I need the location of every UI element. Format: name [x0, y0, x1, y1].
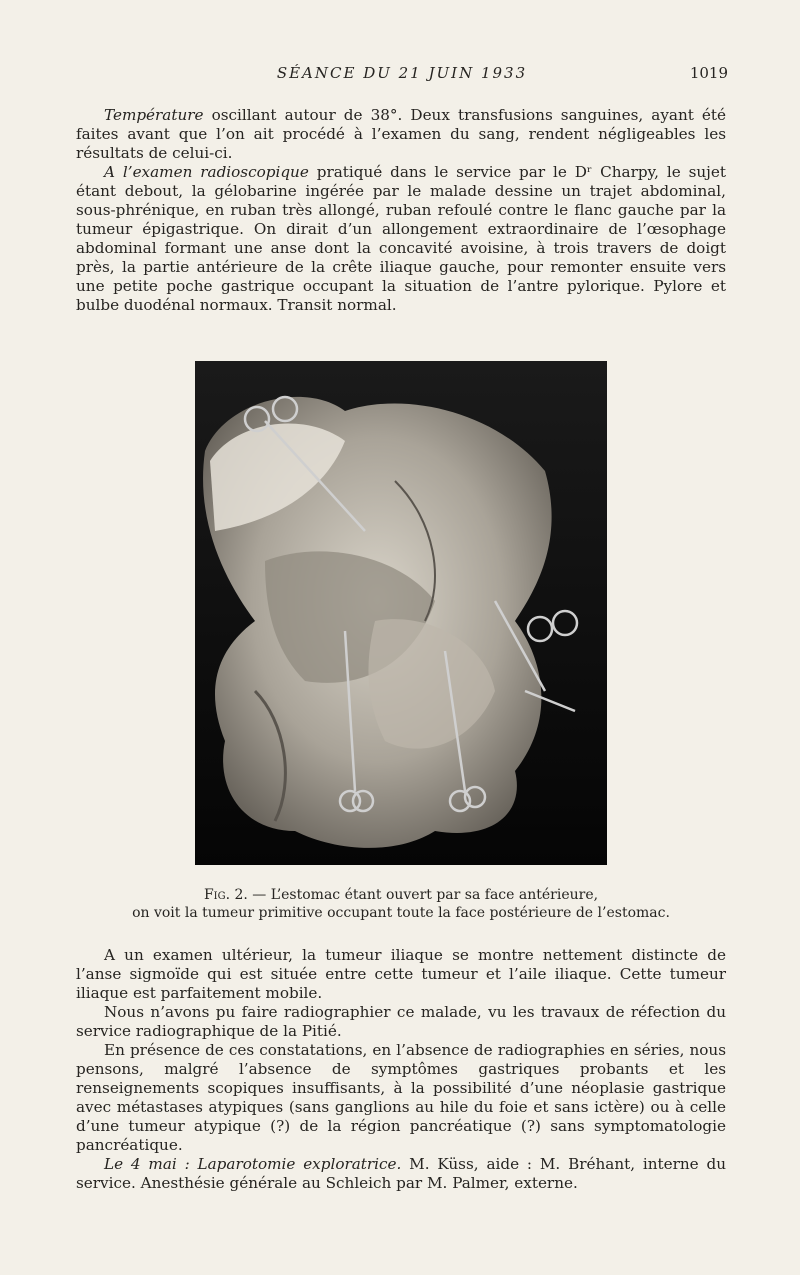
- paragraph-body: M. Küss, aide : M. Bréhant, interne du service. Anesthésie générale au Schleich par M. Palmer, externe.: [76, 1155, 726, 1192]
- caption-text: — L’estomac étant ouvert par sa face antérieure,: [247, 887, 599, 903]
- figure-caption: [76, 886, 726, 922]
- body-text-top: [76, 106, 726, 315]
- paragraph-body: pratiqué dans le service par le Dʳ Charpy, le sujet étant debout, la gélobarine ingérée par le malade dessine un trajet abdominal, sous-phrénique, en ruban très allongé, ruban refoulé contre le flanc gauche par la tumeur épigastrique. On dirait d’un allongement extraordinaire de l’œsophage abdominal formant une anse dont la concavité avoisine, à trois travers de doigt près, la partie antérieure de la crête iliaque gauche, pour remonter ensuite vers une petite poche gastrique occupant la situation de l’antre pylorique. Pylore et bulbe duodénal normaux. Transit normal.: [76, 163, 726, 314]
- paragraph-lead: A l’examen radioscopique: [104, 163, 309, 181]
- caption-line-1: [76, 886, 726, 904]
- paragraph-lead: Le 4 mai : Laparotomie exploratrice.: [104, 1155, 402, 1173]
- paragraph-exam: [76, 946, 726, 1003]
- paragraph-laparotomy: [76, 1155, 726, 1193]
- stomach-specimen-photo: [195, 361, 607, 865]
- page-number: 1019: [689, 64, 728, 82]
- paragraph-body: oscillant autour de 38°. Deux transfusions sanguines, ayant été faites avant que l’on ait procédé à l’examen du sang, rendent négligeables les résultats de celui-ci.: [76, 106, 726, 162]
- paragraph-radiography: [76, 1003, 726, 1041]
- figure-label: Fig. 2.: [203, 887, 248, 903]
- paragraph-radioscopy: [76, 163, 726, 315]
- header-title: SÉANCE DU 21 JUIN 1933: [276, 64, 528, 82]
- paragraph-diagnosis: [76, 1041, 726, 1155]
- paragraph-body: A un examen ultérieur, la tumeur iliaque se montre nettement distincte de l’anse sigmoïde qui est située entre cette tumeur et l’aile iliaque. Cette tumeur iliaque est parfaitement mobile.: [76, 946, 726, 1002]
- running-header: [76, 64, 728, 88]
- paragraph-body: En présence de ces constatations, en l’absence de radiographies en séries, nous pensons, malgré l’absence de symptômes gastriques probants et les renseignements scopiques insuffisants, à la possibilité d’une néoplasie gastrique avec métastases atypiques (sans ganglions au hile du foie et sans ictère) ou à celle d’une tumeur atypique (?) de la région pancréatique (?) sans symptomatologie pancréatique.: [76, 1041, 726, 1154]
- caption-line-2: on voit la tumeur primitive occupant toute la face postérieure de l’estomac.: [132, 905, 670, 921]
- paragraph-lead: Température: [104, 106, 204, 124]
- paragraph-body: Nous n’avons pu faire radiographier ce malade, vu les travaux de réfection du service radiographique de la Pitié.: [76, 1003, 726, 1040]
- figure-photograph: [195, 361, 607, 865]
- body-text-bottom: [76, 946, 726, 1193]
- paragraph-temperature: [76, 106, 726, 163]
